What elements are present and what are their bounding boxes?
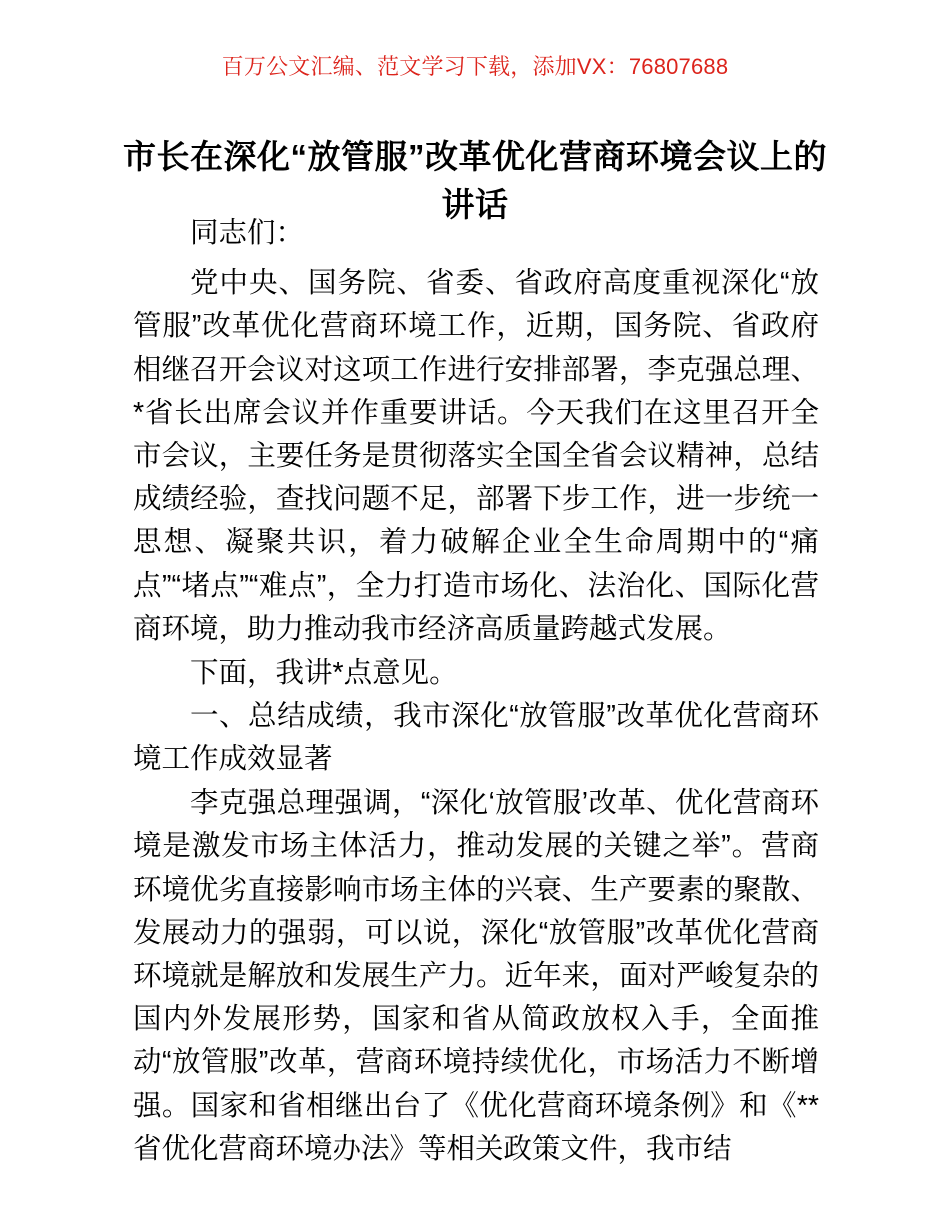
paragraph-intro: 党中央、国务院、省委、省政府高度重视深化“放管服”改革优化营商环境工作，近期，国务院、省政府相继召开会议对这项工作进行安排部署，李克强总理、*省长出席会议并作重要讲话。今天我们在这里召开全市会议，主要任务是贯彻落实全国全省会议精神，总结成绩经验，查找问题不足，部署下步工作，进一步统一思想、凝聚共识，着力破解企业全生命周期中的“痛点”“堵点”“难点”，全力打造市场化、法治化、国际化营商环境，助力推动我市经济高质量跨越式发展。	[133, 267, 819, 645]
document-title: 市长在深化“放管服”改革优化营商环境会议上的讲话	[123, 138, 827, 224]
document-body	[133, 212, 819, 1171]
salutation-line: 同志们：	[190, 217, 305, 249]
paragraph-transition: 下面，我讲*点意见。	[190, 656, 458, 689]
section-heading-one: 一、总结成绩，我市深化“放管服”改革优化营商环境工作成效显著	[133, 700, 819, 776]
paragraph-section-one-body: 李克强总理强调，“深化‘放管服’改革、优化营商环境是激发市场主体活力，推动发展的关键之举”。营商环境优劣直接影响市场主体的兴衰、生产要素的聚散、发展动力的强弱，可以说，深化“放管服”改革优化营商环境就是解放和发展生产力。近年来，面对严峻复杂的国内外发展形势，国家和省从简政放权入手，全面推动“放管服”改革，营商环境持续优化，市场活力不断增强。国家和省相继出台了《优化营商环境条例》和《**省优化营商环境办法》等相关政策文件，我市结	[133, 787, 819, 1165]
promo-header-text: 百万公文汇编、范文学习下载，添加VX：76807688	[221, 54, 729, 79]
